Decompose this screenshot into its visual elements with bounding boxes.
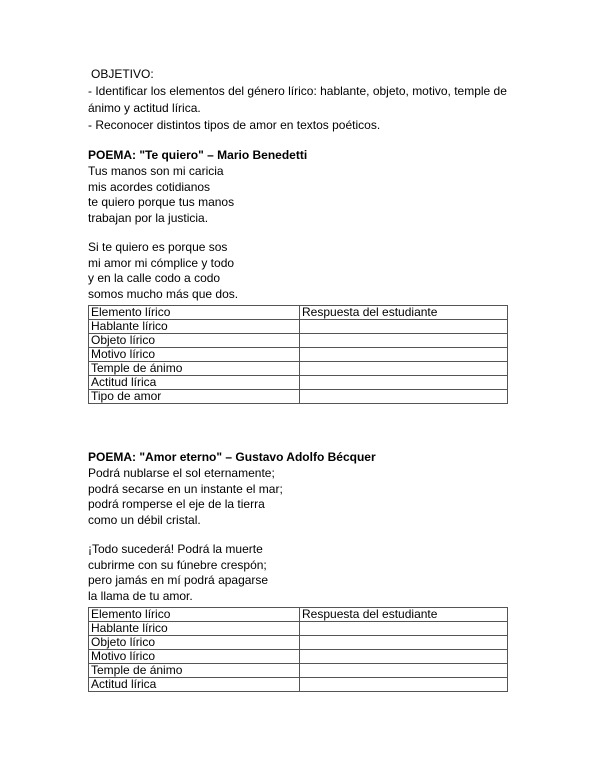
table-row <box>89 362 508 376</box>
table-header-row <box>89 608 508 622</box>
table-row <box>89 664 508 678</box>
poem-line: cubrirme con su fúnebre crespón; <box>88 557 267 572</box>
answer-cell[interactable] <box>300 622 508 636</box>
poem-line: Tus manos son mi caricia <box>88 164 224 178</box>
answer-cell[interactable] <box>300 390 508 404</box>
section-spacer <box>88 404 508 449</box>
poem-line: te quiero porque tus manos <box>88 195 235 209</box>
document-page <box>88 66 508 692</box>
poem-line: la llama de tu amor. <box>88 588 193 603</box>
poem-line: Podrá nublarse el sol eternamente; <box>88 466 275 480</box>
answer-cell[interactable] <box>300 362 508 376</box>
table-label-cell: Objeto lírico <box>89 334 300 348</box>
poem-2-stanza-2 <box>88 542 508 604</box>
poem-1-title: POEMA: "Te quiero" – Mario Benedetti <box>88 148 308 162</box>
poem-line: y en la calle codo a codo <box>88 271 221 285</box>
objective-title: OBJETIVO: <box>91 67 154 81</box>
table-label-cell: Actitud lírica <box>89 376 300 390</box>
table-row <box>89 334 508 348</box>
table-header-cell: Respuesta del estudiante <box>300 306 508 320</box>
answer-cell[interactable] <box>300 678 508 692</box>
poem-line: podrá secarse en un instante el mar; <box>88 481 283 496</box>
poem-line: trabajan por la justicia. <box>88 210 209 225</box>
table-row <box>89 390 508 404</box>
poem-1-section <box>88 147 508 404</box>
table-header-cell: Respuesta del estudiante <box>300 608 508 622</box>
table-row <box>89 650 508 664</box>
answer-cell[interactable] <box>300 376 508 390</box>
poem-2-section <box>88 449 508 692</box>
poem-line: como un débil cristal. <box>88 512 201 527</box>
poem-2-stanza-1 <box>88 466 508 528</box>
table-row <box>89 622 508 636</box>
poem-1-stanza-2 <box>88 240 508 302</box>
table-label-cell: Hablante lírico <box>89 320 300 334</box>
poem-1-stanza-1 <box>88 164 508 226</box>
table-label-cell: Temple de ánimo <box>89 362 300 376</box>
table-row <box>89 678 508 692</box>
table-label-cell: Hablante lírico <box>89 622 300 636</box>
table-row <box>89 320 508 334</box>
table-row <box>89 348 508 362</box>
table-label-cell: Motivo lírico <box>89 348 300 362</box>
objective-item: ánimo y actitud lírica. <box>88 101 201 115</box>
poem-line: Si te quiero es porque sos <box>88 240 228 254</box>
table-label-cell: Actitud lírica <box>89 678 300 692</box>
answer-cell[interactable] <box>300 348 508 362</box>
objective-item: - Identificar los elementos del género lírico: hablante, objeto, motivo, temple de <box>88 84 507 98</box>
poem-line: mis acordes cotidianos <box>88 179 211 194</box>
answer-cell[interactable] <box>300 650 508 664</box>
poem-line: podrá romperse el eje de la tierra <box>88 497 265 511</box>
table-label-cell: Motivo lírico <box>89 650 300 664</box>
answer-cell[interactable] <box>300 320 508 334</box>
table-row <box>89 636 508 650</box>
answer-cell[interactable] <box>300 636 508 650</box>
answer-cell[interactable] <box>300 664 508 678</box>
poem-line: mi amor mi cómplice y todo <box>88 255 235 270</box>
poem-line: pero jamás en mí podrá apagarse <box>88 573 269 587</box>
poem-line: somos mucho más que dos. <box>88 286 239 301</box>
table-label-cell: Objeto lírico <box>89 636 300 650</box>
table-row <box>89 376 508 390</box>
table-label-cell: Temple de ánimo <box>89 664 300 678</box>
objective-section <box>88 66 508 134</box>
poem-2-title: POEMA: "Amor eterno" – Gustavo Adolfo Bécquer <box>88 450 376 464</box>
objective-item: - Reconocer distintos tipos de amor en textos poéticos. <box>88 118 381 132</box>
poem-2-analysis-table <box>88 607 508 692</box>
table-header-cell: Elemento lírico <box>89 608 300 622</box>
table-header-row <box>89 306 508 320</box>
objective-list <box>88 83 508 134</box>
poem-line: ¡Todo sucederá! Podrá la muerte <box>88 542 263 556</box>
table-header-cell: Elemento lírico <box>89 306 300 320</box>
poem-1-analysis-table <box>88 305 508 404</box>
answer-cell[interactable] <box>300 334 508 348</box>
table-label-cell: Tipo de amor <box>89 390 300 404</box>
